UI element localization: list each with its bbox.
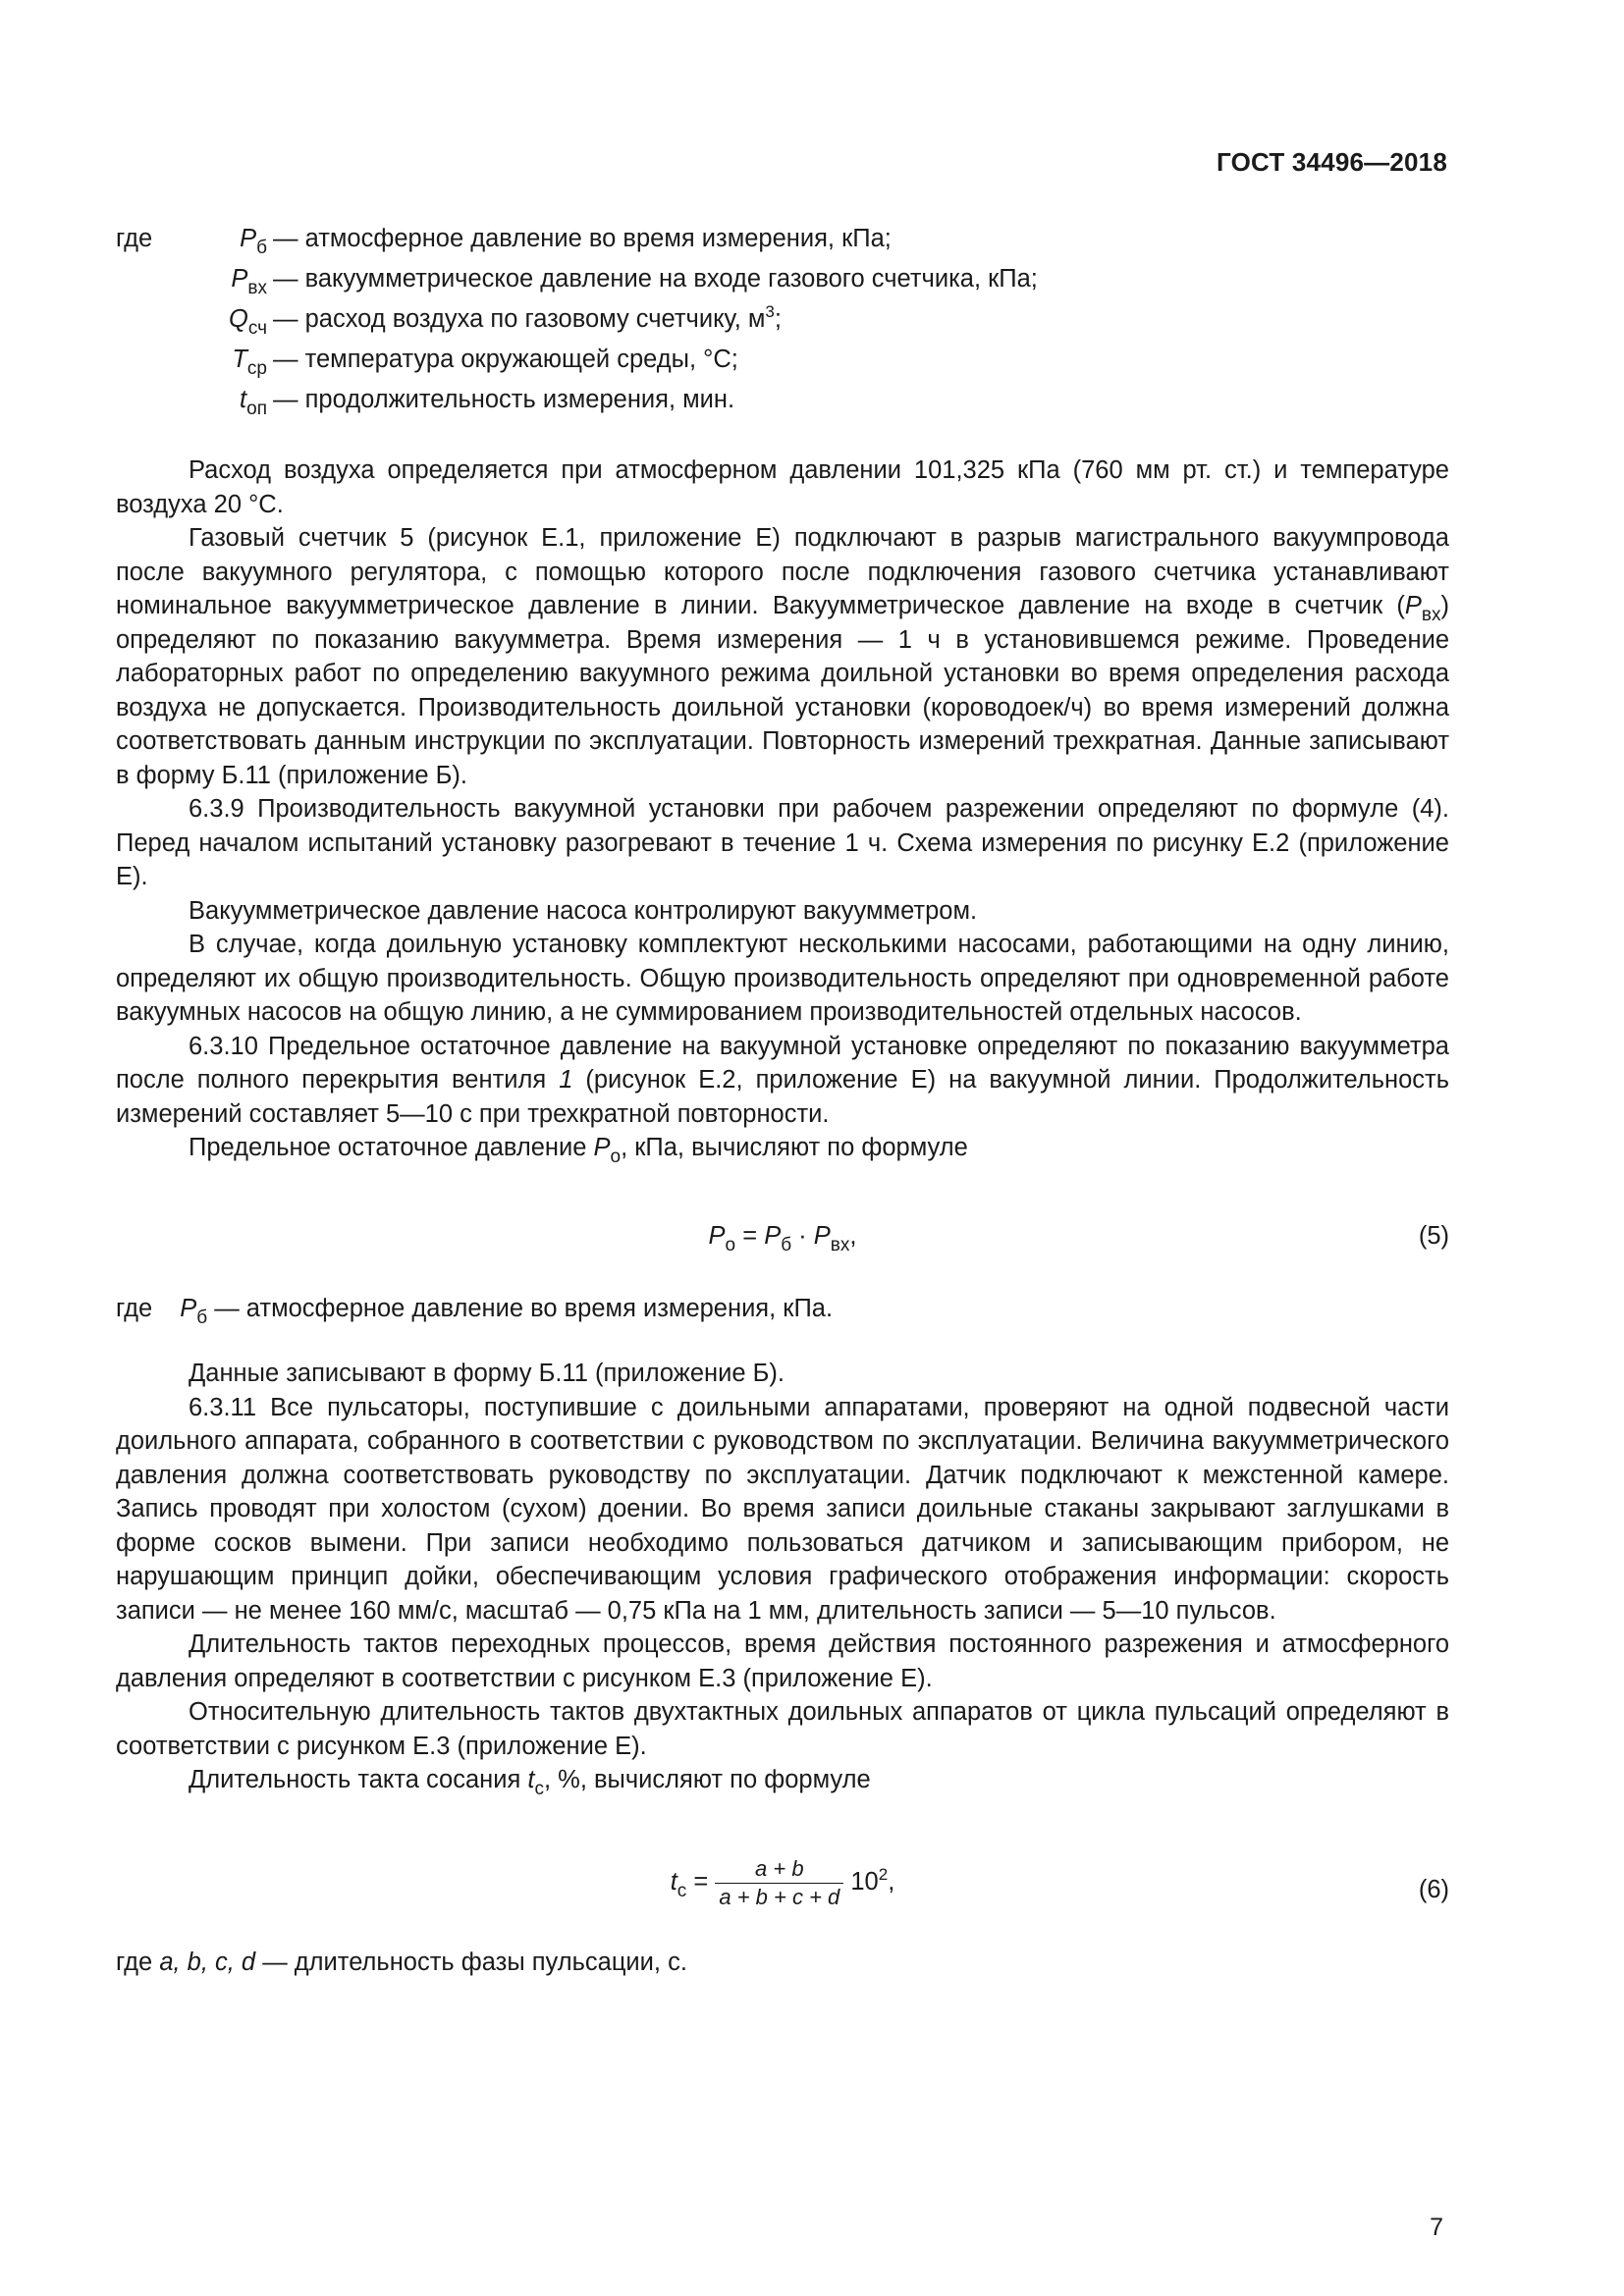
body-text-block (116, 1357, 1449, 1797)
formula-number: (5) (1418, 1222, 1449, 1250)
formula-expression: $t_с$ = $\frac{a + b}{a + b + c + d}$ $10^2$, (670, 1856, 895, 1909)
paragraph: 6.3.9 Производительность вакуумной установки при рабочем разрежении определяют по формуле (4). Перед началом испытаний установку разогревают в течение 1 ч. Схема измерения по рисунку Е.2 (приложение Е). (116, 795, 1449, 890)
paragraph: Предельное остаточное давление $P_о$, кПа, вычисляют по формуле (189, 1134, 968, 1167)
legend-symbol: $P_{вх}$ (231, 265, 267, 298)
formula-legend: где $P_б$ — атмосферное давление во время измерения, кПа. (116, 1295, 834, 1328)
paragraph: 6.3.11 Все пульсаторы, поступившие с доильными аппаратами, проверяют на одной подвесной части доильного аппарата, собранного в соответствии с руководством по эксплуатации. Величина вакуумметрического давления должна соответствовать руководству по эксплуатации. Датчик подключают к межстенной камере. Запись проводят при холостом (сухом) доении. Во время записи доильные стаканы закрывают заглушками в форме сосков вымени. При записи необходимо пользоваться датчиком и записывающим прибором, не нарушающим принцип дойки, обеспечивающим условия графического отображения информации: скорость записи — не менее 160 мм/с, масштаб — 0,75 кПа на 1 мм, длительность записи — 5—10 пульсов. (116, 1393, 1449, 1625)
fraction (715, 1855, 843, 1911)
legend-description: — атмосферное давление во время измерения, кПа; (273, 225, 892, 252)
legend-description: — температура окружающей среды, °С; (273, 346, 738, 373)
body-text-block (116, 454, 1449, 1165)
legend-symbol: $t_{оп}$ (240, 386, 267, 419)
legend-row (116, 383, 1451, 423)
legend-lead-word: где (116, 225, 153, 252)
paragraph: Данные записывают в форму Б.11 (приложение Б). (189, 1360, 785, 1387)
fraction-denominator: a + b + c + d (719, 1885, 840, 1909)
paragraph: Длительность такта сосания $t_с$, %, вычисляют по формуле (189, 1766, 871, 1799)
formula-expression: $P_о = P_б \cdot P_{вх}$, (708, 1222, 857, 1255)
paragraph: Газовый счетчик 5 (рисунок Е.1, приложение Е) подключают в разрыв магистрального вакуумпровода после вакуумного регулятора, с помощью которого после подключения газового счетчика устанавливают номинальное вакуумметрическое давление в линии. Вакуумметрическое давление на входе в счетчик $(P_{вх})$ определяют по показанию вакуумметра. Время измерения — 1 ч в установившемся режиме. Проведение лабораторных работ по определению вакуумного режима доильной установки во время определения расхода воздуха не допускается. Производительность доильной установки (короводоек/ч) во время измерений должна соответствовать данным инструкции по эксплуатации. Повторность измерений трехкратная. Данные записывают в форму Б.11 (приложение Б). (116, 524, 1449, 789)
page-number: 7 (1430, 2214, 1443, 2241)
document-code-header: ГОСТ 34496—2018 (1217, 147, 1447, 177)
symbol-legend (116, 222, 1451, 423)
legend-row (116, 222, 1451, 262)
paragraph: Относительную длительность тактов двухтактных доильных аппаратов от цикла пульсаций определяют в соответствии с рисунком Е.3 (приложение Е). (116, 1698, 1449, 1760)
legend-symbol: $P_б$ (240, 225, 267, 258)
paragraph: Длительность тактов переходных процессов, время действия постоянного разрежения и атмосферного давления определяют в соответствии с рисунком Е.3 (приложение Е). (116, 1630, 1449, 1692)
legend-row (116, 262, 1451, 302)
formula-legend: где a, b, c, d — длительность фазы пульсации, с. (116, 1949, 687, 1976)
paragraph: 6.3.10 Предельное остаточное давление на вакуумной установке определяют по показанию вакуумметра после полного перекрытия вентиля 1 (рисунок Е.2, приложение Е) на вакуумной линии. Продолжительность измерений составляет 5—10 с при трехкратной повторности. (116, 1032, 1449, 1128)
formula-number: (6) (1418, 1876, 1449, 1903)
formula-5 (116, 1219, 1449, 1268)
formula-6 (116, 1855, 1449, 1924)
legend-row (116, 302, 1451, 343)
fraction-numerator: a + b (715, 1855, 843, 1884)
paragraph: Расход воздуха определяется при атмосферном давлении 101,325 кПа (760 мм рт. ст.) и температуре воздуха 20 °С. (116, 456, 1449, 518)
legend-symbol: $Q_{сч}$ (228, 305, 267, 339)
legend-description: — расход воздуха по газовому счетчику, $м^3$; (273, 302, 782, 333)
legend-description: — вакуумметрическое давление на входе газового счетчика, кПа; (273, 265, 1038, 293)
legend-row (116, 343, 1451, 383)
legend-description: — продолжительность измерения, мин. (273, 386, 735, 413)
paragraph: В случае, когда доильную установку комплектуют несколькими насосами, работающими на одну линию, определяют их общую производительность. Общую производительность определяют при одновременной работе вакуумных насосов на общую линию, а не суммированием производительностей отдельных насосов. (116, 931, 1449, 1026)
paragraph: Вакуумметрическое давление насоса контролируют вакуумметром. (189, 896, 978, 925)
legend-symbol: $T_{ср}$ (232, 346, 267, 379)
